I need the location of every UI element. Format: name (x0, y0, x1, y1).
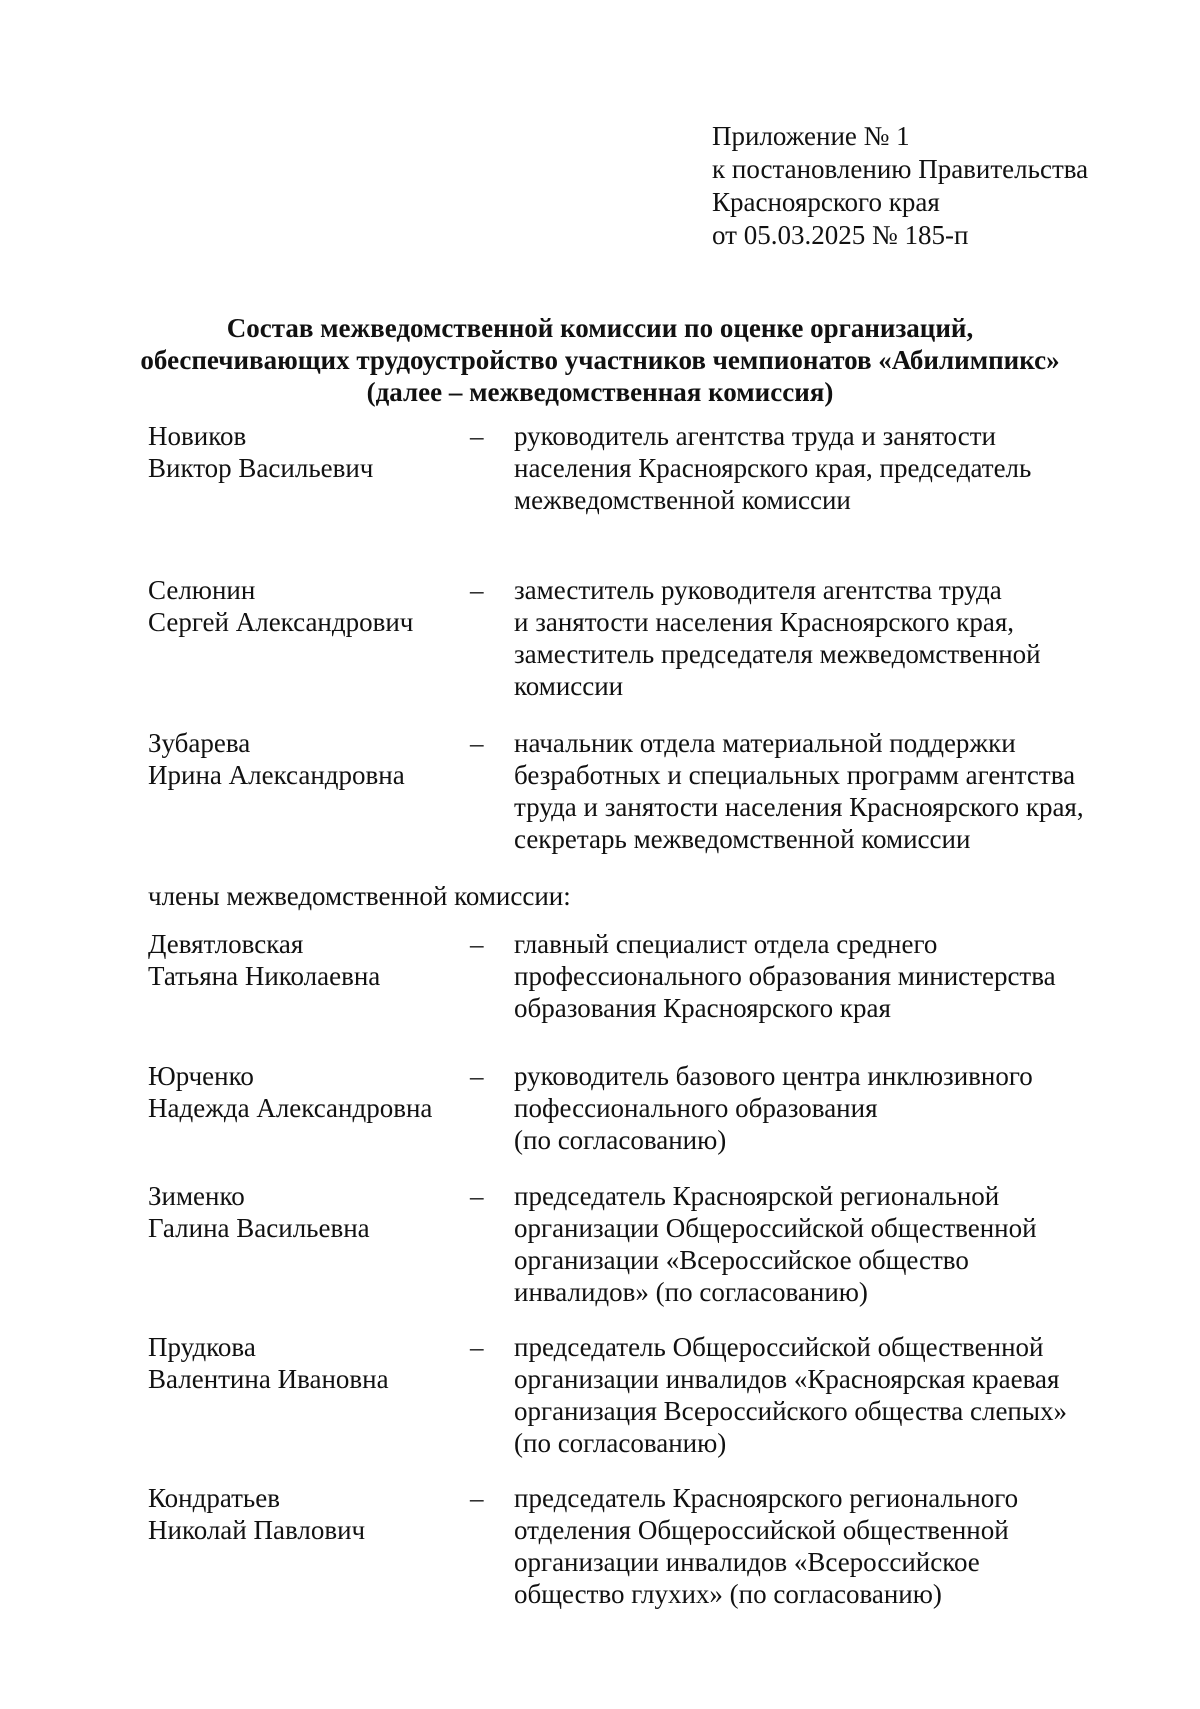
member-position (514, 1331, 1124, 1459)
position-line: председатель Общероссийской общественной (514, 1332, 1044, 1362)
position-line: организации «Всероссийское общество (514, 1245, 969, 1275)
member-given-name: Надежда Александровна (148, 1093, 433, 1123)
position-line: организации инвалидов «Всероссийское (514, 1547, 980, 1577)
member-name (148, 1180, 458, 1244)
member-surname: Прудкова (148, 1332, 256, 1362)
position-line: (по согласованию) (514, 1125, 727, 1155)
dash-separator: – (470, 575, 484, 605)
position-line: инвалидов» (по согласованию) (514, 1277, 868, 1307)
dash-separator: – (470, 1181, 484, 1211)
position-line: председатель Красноярского регионального (514, 1483, 1019, 1513)
member-position (514, 1060, 1124, 1156)
dash-separator: – (470, 1061, 484, 1091)
member-name (148, 574, 458, 638)
member-surname: Юрченко (148, 1061, 254, 1091)
title-line: Состав межведомственной комиссии по оценке организаций, (226, 313, 974, 343)
position-line: комиссии (514, 671, 624, 701)
dash-separator: – (470, 1332, 484, 1362)
position-line: отделения Общероссийской общественной (514, 1515, 1009, 1545)
position-line: (по согласованию) (514, 1428, 727, 1458)
annex-line: Приложение № 1 (712, 121, 910, 151)
member-position (514, 727, 1124, 855)
position-line: председатель Красноярской региональной (514, 1181, 1000, 1211)
annex-line: к постановлению Правительства (712, 154, 1089, 184)
member-surname: Девятловская (148, 929, 304, 959)
position-line: заместитель руководителя агентства труда (514, 575, 1002, 605)
member-position (514, 928, 1124, 1024)
member-name (148, 727, 458, 791)
member-name (148, 928, 458, 992)
position-line: заместитель председателя межведомственной (514, 639, 1041, 669)
dash-separator: – (470, 421, 484, 451)
member-position (514, 574, 1124, 702)
member-given-name: Галина Васильевна (148, 1213, 370, 1243)
position-line: пофессионального образования (514, 1093, 878, 1123)
member-given-name: Виктор Васильевич (148, 453, 374, 483)
position-line: секретарь межведомственной комиссии (514, 824, 971, 854)
position-line: образования Красноярского края (514, 993, 891, 1023)
position-line: начальник отдела материальной поддержки (514, 728, 1016, 758)
annex-date-number: от 05.03.2025 № 185-п (712, 220, 969, 250)
position-line: организация Всероссийского общества слепых» (514, 1396, 1068, 1426)
position-line: организации Общероссийской общественной (514, 1213, 1037, 1243)
member-surname: Селюнин (148, 575, 256, 605)
member-name (148, 1482, 458, 1546)
member-position (514, 420, 1124, 516)
dash-separator: – (470, 1483, 484, 1513)
position-line: безработных и специальных программ агентства (514, 760, 1076, 790)
member-given-name: Валентина Ивановна (148, 1364, 389, 1394)
member-given-name: Николай Павлович (148, 1515, 366, 1545)
member-name (148, 1331, 458, 1395)
member-position (514, 1180, 1124, 1308)
position-line: руководитель базового центра инклюзивного (514, 1061, 1033, 1091)
title-line: (далее – межведомственная комиссия) (366, 377, 834, 407)
annex-header (712, 120, 1088, 252)
position-line: труда и занятости населения Красноярского края, (514, 792, 1084, 822)
position-line: населения Красноярского края, председатель (514, 453, 1032, 483)
member-position (514, 1482, 1124, 1610)
title-line: обеспечивающих трудоустройство участников чемпионатов «Абилимпикс» (140, 345, 1060, 375)
dash-separator: – (470, 728, 484, 758)
member-name (148, 420, 458, 484)
annex-line: Красноярского края (712, 187, 940, 217)
document-title (100, 312, 1100, 408)
member-given-name: Татьяна Николаевна (148, 961, 381, 991)
members-section-label: члены межведомственной комиссии: (148, 881, 571, 911)
member-name (148, 1060, 458, 1124)
dash-separator: – (470, 929, 484, 959)
position-line: межведомственной комиссии (514, 485, 851, 515)
member-given-name: Сергей Александрович (148, 607, 414, 637)
member-surname: Зубарева (148, 728, 251, 758)
member-surname: Новиков (148, 421, 247, 451)
position-line: руководитель агентства труда и занятости (514, 421, 996, 451)
position-line: и занятости населения Красноярского края, (514, 607, 1015, 637)
member-surname: Кондратьев (148, 1483, 280, 1513)
position-line: профессионального образования министерства (514, 961, 1056, 991)
member-surname: Зименко (148, 1181, 245, 1211)
position-line: общество глухих» (по согласованию) (514, 1579, 942, 1609)
member-given-name: Ирина Александровна (148, 760, 405, 790)
position-line: организации инвалидов «Красноярская краевая (514, 1364, 1060, 1394)
position-line: главный специалист отдела среднего (514, 929, 938, 959)
